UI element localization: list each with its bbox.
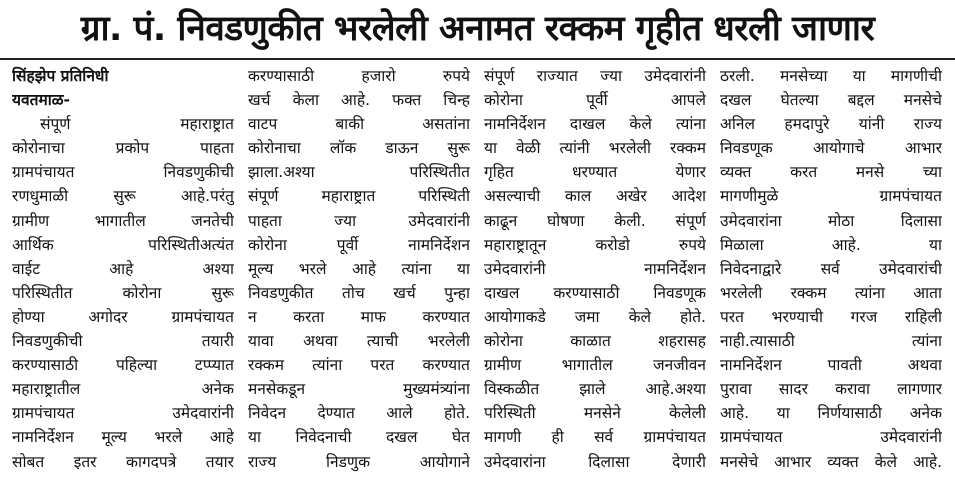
article-line: मनसेचे आभार व्यक्त केले आहे. xyxy=(720,452,942,471)
article-line: नाही.त्यासाठी त्यांना xyxy=(720,332,942,351)
article-line: दखल घेतल्या बद्दल मनसेचे xyxy=(720,91,942,110)
article-line: ग्रामपंचायत उमेदवारांनी xyxy=(12,404,234,423)
article-line: कोरोना पूर्वी आपले xyxy=(484,91,706,110)
article-line: निवेदन देण्यात आले होते. xyxy=(248,404,470,423)
article-line: आयोगाकडे जमा केले होते. xyxy=(484,307,706,326)
headline-rule xyxy=(0,58,955,60)
article-line: निवडणुकीची तयारी xyxy=(12,332,234,351)
article-line: नामनिर्देशन मूल्य भरले आहे xyxy=(12,428,234,447)
article-line: गृहित धरण्यात येणार xyxy=(484,163,706,182)
article-column-1 xyxy=(12,64,234,498)
article-line: मागणीमुळे ग्रामपंचायत xyxy=(720,187,942,206)
article-column-2 xyxy=(248,64,470,498)
article-line: निवेदनाद्वारे सर्व उमेदवारांची xyxy=(720,259,942,278)
article-line: काढून घोषणा केली. संपूर्ण xyxy=(484,211,706,230)
column-3-lines xyxy=(484,64,706,474)
article-line: निवडणुकीत तोच खर्च पुन्हा xyxy=(248,283,470,302)
article-line: मनसेकडून मुख्यमंत्र्यांना xyxy=(248,380,470,399)
article-line: उमेदवारांनी नामनिर्देशन xyxy=(484,259,706,278)
article-line: परिस्थिती मनसेने केलेली xyxy=(484,404,706,423)
article-line: अनिल हमदापुरे यांनी राज्य xyxy=(720,115,942,134)
article-headline: ग्रा. पं. निवडणुकीत भरलेली अनामत रक्कम गृहीत धरली जाणार xyxy=(80,9,875,49)
article-body xyxy=(12,64,942,498)
article-line: कोरोना काळात शहरासह xyxy=(484,332,706,351)
column-1-lines xyxy=(12,112,234,473)
article-line: करण्यासाठी पहिल्या टप्प्यात xyxy=(12,356,234,375)
article-line: उमेदवारांना मोठा दिलासा xyxy=(720,211,942,230)
article-line: या वेळी त्यांनी भरलेली रक्कम xyxy=(484,139,706,158)
article-line: यावा अथवा त्याची भरलेली xyxy=(248,332,470,351)
article-line: असल्याची काल अखेर आदेश xyxy=(484,187,706,206)
article-line: मूल्य भरले आहे त्यांना या xyxy=(248,259,470,278)
article-line: वाटप बाकी असतांना xyxy=(248,115,470,134)
article-line: झाला.अश्या परिस्थितीत xyxy=(248,163,470,182)
article-line: आर्थिक परिस्थितीअत्यंत xyxy=(12,235,234,254)
article-line: मिळाला आहे. या xyxy=(720,235,942,254)
article-line: सोबत इतर कागदपत्रे तयार xyxy=(12,452,234,471)
article-line: ग्रामपंचायत निवडणुकीची xyxy=(12,163,234,182)
article-line: निवडणूक आयोगाचे आभार xyxy=(720,139,942,158)
article-column-3 xyxy=(484,64,706,498)
article-line: महाराष्ट्रातून करोडो रुपये xyxy=(484,235,706,254)
article-line: खर्च केला आहे. फक्त चिन्ह xyxy=(248,91,470,110)
article-line: कोरोनाचा लॉक डाऊन सुरू xyxy=(248,139,470,158)
article-line: कोरोनाचा प्रकोप पाहता xyxy=(12,139,234,158)
article-line: परिस्थितीत कोरोना सुरू xyxy=(12,283,234,302)
article-line: उमेदवारांना दिलासा देणारी xyxy=(484,452,706,471)
article-line: मागणी ही सर्व ग्रामपंचायत xyxy=(484,428,706,447)
article-line: नामनिर्देशन पावती अथवा xyxy=(720,356,942,375)
article-line: न करता माफ करण्यात xyxy=(248,307,470,326)
article-line: ग्रामीण भागातील जनतेची xyxy=(12,211,234,230)
article-column-4 xyxy=(720,64,942,498)
article-line: संपूर्ण राज्यात ज्या उमेदवारांनी xyxy=(484,67,706,85)
column-4-lines xyxy=(720,64,942,474)
article-line: राज्य निडणुक आयोगाने xyxy=(248,452,470,471)
article-line: ग्रामीण भागातील जनजीवन xyxy=(484,356,706,375)
dateline: यवतमाळ- xyxy=(12,91,70,110)
column-2-lines xyxy=(248,64,470,474)
article-line: पाहता ज्या उमेदवारांनी xyxy=(248,211,470,230)
article-line: करण्यासाठी हजारो रुपये xyxy=(248,67,470,85)
article-line: विस्कळीत झाले आहे.अश्या xyxy=(484,380,706,399)
article-line: दाखल करण्यासाठी निवडणूक xyxy=(484,283,706,302)
article-line: संपूर्ण महाराष्ट्रात xyxy=(40,115,234,134)
article-line: आहे. या निर्णयासाठी अनेक xyxy=(720,404,942,423)
article-line: संपूर्ण महाराष्ट्रात परिस्थिती xyxy=(248,187,470,206)
article-line: महाराष्ट्रातील अनेक xyxy=(12,380,234,399)
article-line: नामनिर्देशन दाखल केले त्यांना xyxy=(484,115,706,134)
article-line: कोरोना पूर्वी नामनिर्देशन xyxy=(248,235,470,254)
article-line: या निवेदनाची दखल घेत xyxy=(248,428,470,447)
article-line: भरलेली रक्कम त्यांना आता xyxy=(720,283,942,302)
article-line: ग्रामपंचायत उमेदवारांनी xyxy=(720,428,942,447)
article-line: वाईट आहे अश्या xyxy=(12,259,234,278)
byline: सिंहझेप प्रतिनिधी xyxy=(12,67,109,85)
article-line: ठरली. मनसेच्या या मागणीची xyxy=(720,67,942,85)
article-line: रणधुमाळी सुरू आहे.परंतु xyxy=(12,187,234,206)
article-line: पुरावा सादर करावा लागणार xyxy=(720,380,942,399)
article-line: व्यक्त करत मनसे च्या xyxy=(720,163,942,182)
article-line: रक्कम त्यांना परत करण्यात xyxy=(248,356,470,375)
article-line: होण्या अगोदर ग्रामपंचायत xyxy=(12,307,234,326)
article-line: परत भरण्याची गरज राहिली xyxy=(720,307,942,326)
